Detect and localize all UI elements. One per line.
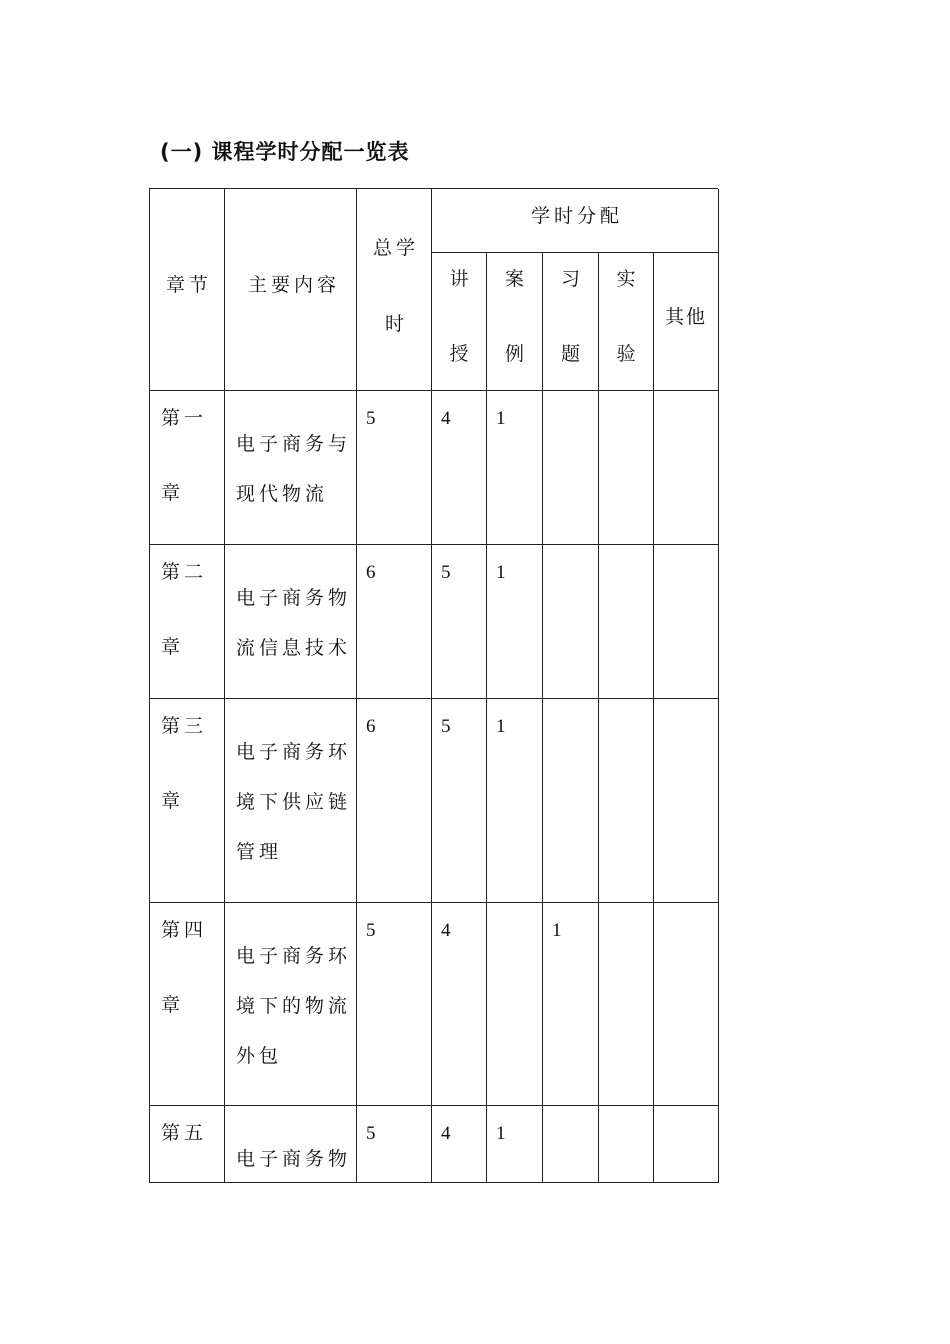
row-4-total: 5 [366,920,376,941]
row-4-case-cell [487,903,543,1106]
row-2-content-1: 电子商务物 [236,587,352,609]
row-1-other-cell [654,391,719,545]
row-3-content-1: 电子商务环 [236,741,352,763]
row-5-content-1: 电子商务物 [236,1148,352,1170]
row-3-lecture: 5 [441,716,451,737]
row-4-content-3: 外包 [236,1045,283,1067]
row-3-chapter-cell [150,699,225,903]
row-4-chapter-1: 第四 [161,919,208,941]
header-allocation-cell [432,189,719,253]
row-2-case: 1 [496,562,506,583]
row-1-lecture: 4 [441,408,451,429]
row-1-total-cell [357,391,432,545]
row-5-lecture: 4 [441,1123,451,1144]
row-1-total: 5 [366,408,376,429]
header-content: 主要内容 [248,274,341,296]
hours-table [149,188,718,1183]
row-2-content-cell [225,545,357,699]
row-4-total-cell [357,903,432,1106]
row-1-content-1: 电子商务与 [236,433,352,455]
row-2-content-2: 流信息技术 [236,637,352,659]
header-lecture-cell [432,253,487,391]
header-chapter-cell [150,189,225,391]
header-total-line1: 总学 [373,237,420,259]
row-5-case: 1 [496,1123,506,1144]
header-lecture-2: 授 [449,343,469,365]
row-4-exercise: 1 [552,920,562,941]
row-3-content-2: 境下供应链 [236,791,352,813]
row-1-experiment-cell [599,391,654,545]
header-other-cell [654,253,719,391]
header-content-cell [225,189,357,391]
row-5-case-cell [487,1106,543,1183]
header-lecture-1: 讲 [449,268,469,290]
row-1-case: 1 [496,408,506,429]
row-5-total: 5 [366,1123,376,1144]
row-1-content-cell [225,391,357,545]
row-2-case-cell [487,545,543,699]
header-exercise-2: 题 [560,343,580,365]
row-3-total: 6 [366,716,376,737]
row-4-content-2: 境下的物流 [236,995,352,1017]
row-3-chapter-2: 章 [161,790,185,812]
row-2-total-cell [357,545,432,699]
row-4-content-1: 电子商务环 [236,945,352,967]
row-4-chapter-2: 章 [161,994,185,1016]
header-exercise-cell [543,253,599,391]
row-5-exercise-cell [543,1106,599,1183]
row-5-chapter-1: 第五 [161,1122,208,1144]
row-3-chapter-1: 第三 [161,715,208,737]
row-4-lecture: 4 [441,920,451,941]
row-2-chapter-2: 章 [161,636,185,658]
header-allocation: 学时分配 [531,205,624,227]
page-title: (一) 课程学时分配一览表 [160,140,410,164]
row-5-lecture-cell [432,1106,487,1183]
row-5-content-cell [225,1106,357,1183]
header-total-cell [357,189,432,391]
row-4-experiment-cell [599,903,654,1106]
row-1-exercise-cell [543,391,599,545]
row-2-lecture-cell [432,545,487,699]
row-1-case-cell [487,391,543,545]
row-5-total-cell [357,1106,432,1183]
row-3-total-cell [357,699,432,903]
row-3-experiment-cell [599,699,654,903]
row-3-exercise-cell [543,699,599,903]
row-4-exercise-cell [543,903,599,1106]
header-exercise-1: 习 [560,268,580,290]
header-total-line2: 时 [385,313,409,335]
header-case-cell [487,253,543,391]
row-5-chapter-cell [150,1106,225,1183]
row-1-lecture-cell [432,391,487,545]
row-4-lecture-cell [432,903,487,1106]
row-2-total: 6 [366,562,376,583]
row-4-other-cell [654,903,719,1106]
header-case-2: 例 [504,343,524,365]
row-5-other-cell [654,1106,719,1183]
row-2-experiment-cell [599,545,654,699]
header-case-1: 案 [504,268,524,290]
header-experiment-1: 实 [616,268,636,290]
row-3-lecture-cell [432,699,487,903]
row-2-exercise-cell [543,545,599,699]
row-4-content-cell [225,903,357,1106]
row-3-content-3: 管理 [236,841,283,863]
row-3-content-cell [225,699,357,903]
row-1-chapter-2: 章 [161,482,185,504]
header-chapter: 章节 [166,274,213,296]
row-5-experiment-cell [599,1106,654,1183]
row-2-chapter-cell [150,545,225,699]
row-2-lecture: 5 [441,562,451,583]
row-1-content-2: 现代物流 [236,483,329,505]
row-2-chapter-1: 第二 [161,561,208,583]
row-3-case: 1 [496,716,506,737]
row-1-chapter-cell [150,391,225,545]
header-experiment-2: 验 [616,343,636,365]
row-3-case-cell [487,699,543,903]
row-1-chapter-1: 第一 [161,407,208,429]
row-2-other-cell [654,545,719,699]
header-other: 其他 [664,306,707,328]
header-experiment-cell [599,253,654,391]
row-4-chapter-cell [150,903,225,1106]
row-3-other-cell [654,699,719,903]
